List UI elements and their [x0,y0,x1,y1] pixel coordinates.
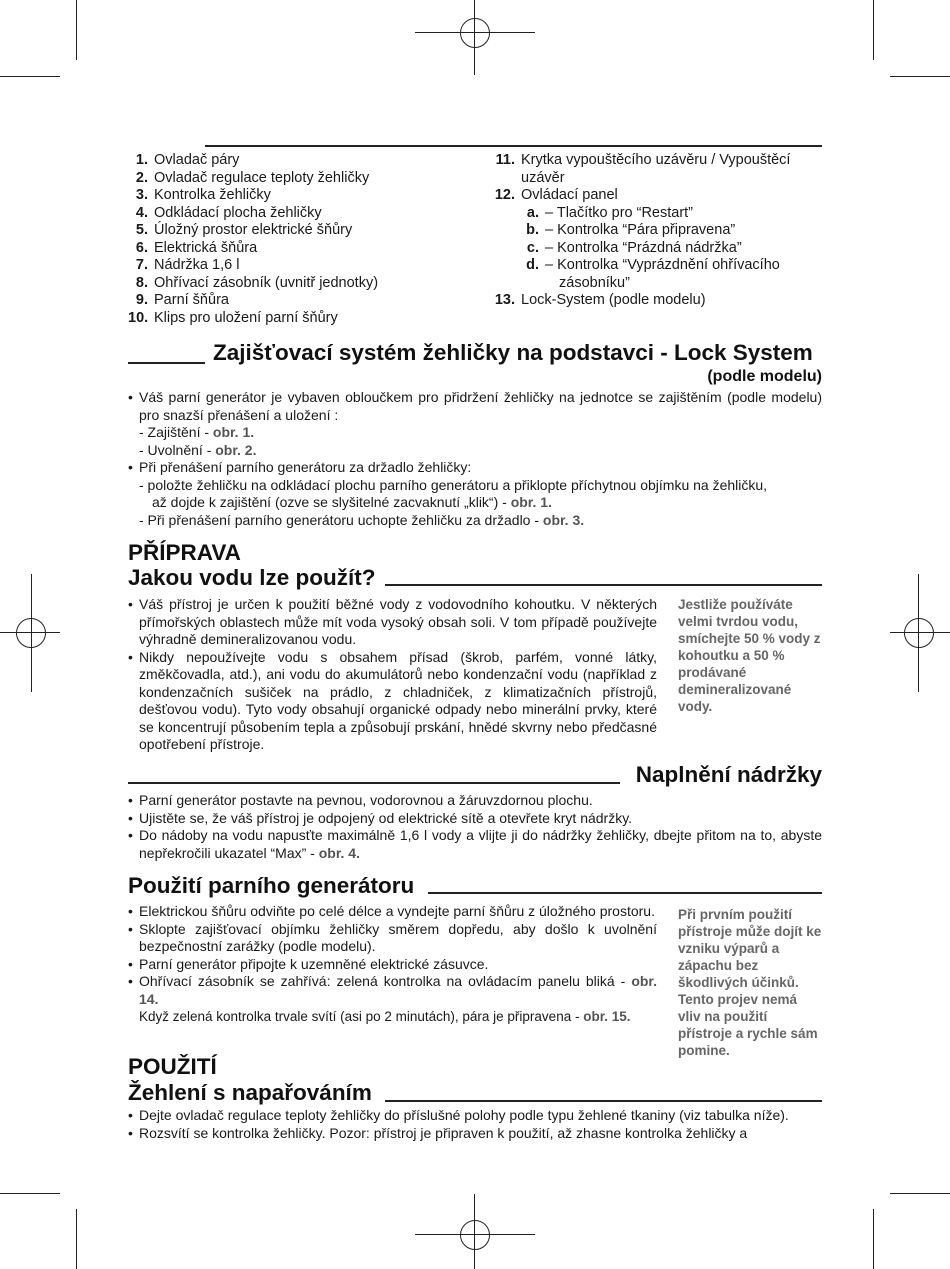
registration-mark [31,574,32,692]
list-item: • Ujistěte se, že váš přístroj je odpojený od elektrické sítě a otevřete kryt nádržky. [128,809,633,826]
crop-mark [76,0,77,60]
parts-item-label: Ovladač páry [154,152,240,168]
parts-list-left [128,152,468,327]
registration-mark [0,632,60,633]
section-title-pouziti: POUŽITÍ [128,1054,217,1079]
crop-mark [76,1209,77,1269]
registration-mark [415,32,535,33]
registration-mark [460,1220,490,1250]
section-subtitle-steam-ironing: Žehlení s napařováním [128,1080,372,1105]
parts-item: 12. Ovládací panel [494,187,618,203]
crop-mark [890,76,950,77]
fill-body [128,792,822,862]
heading-rule [428,892,822,894]
list-item: - položte žehličku na odkládací plochu parního generátoru a přiklopte příchytnou objímku na žehličku, [139,476,768,493]
parts-item-label: Nádržka 1,6 l [154,257,240,273]
section-title-usage: Použití parního generátoru [128,873,415,898]
parts-subitem: d. – Kontrolka “Vyprázdnění ohřívacího [526,257,780,273]
parts-item-label: Úložný prostor elektrické šňůry [154,222,353,238]
list-item: - Zajištění - obr. 1. [139,424,255,440]
list-item: • Při přenášení parního generátoru za držadlo žehličky: [128,459,472,475]
registration-mark [460,18,490,48]
parts-item: 5. Úložný prostor elektrické šňůry [135,222,353,238]
list-item: • Váš přístroj je určen k použití běžné vody z vodovodního kohoutku. V některých přímořských oblastech může mít voda vysoký obsah soli. V tom případě používejte výhradně demineralizovanou vodu. [128,596,657,647]
section-title-lock-system: Zajišťovací systém žehličky na podstavci - Lock System [213,340,813,365]
list-item: až dojde k zajištění (ozve se slyšitelné zacvaknutí „klik“) - obr. 1. [152,494,552,510]
usage-body [128,903,657,1026]
water-body [128,596,657,754]
registration-mark [890,632,950,633]
list-item: • Elektrickou šňůru odviňte po celé délce a vyndejte parní šňůru z úložného prostoru. [128,903,655,919]
parts-item-label: Krytka vypouštěcího uzávěru / Vypouštěcí uzávěr [521,152,791,186]
section-subtitle-lock-system: (podle modelu) [707,368,822,385]
crop-mark [0,76,60,77]
parts-item-label: Klips pro uložení parní šňůry [154,309,338,326]
heading-rule [128,782,620,784]
list-item: • Rozsvítí se kontrolka žehličky. Pozor: přístroj je připraven k použití, až zhasne kontrolka žehličky a [128,1124,748,1141]
registration-mark [415,1234,535,1235]
heading-rule [385,1100,822,1102]
parts-item: 9. Parní šňůra [135,292,229,308]
section-title-priprava: PŘÍPRAVA [128,540,241,565]
crop-mark [873,0,874,60]
parts-list-right [493,152,833,310]
parts-item: 2. Ovladač regulace teploty žehličky [135,169,370,186]
parts-subitem: b. – Kontrolka “Pára připravena” [526,222,736,238]
parts-item: 3. Kontrolka žehličky [135,187,271,203]
steam-ironing-body [128,1107,822,1142]
parts-subitem: c. – Kontrolka “Prázdná nádržka” [526,239,742,256]
parts-item-label: Ovladač regulace teploty žehličky [154,169,370,186]
list-item: • Sklopte zajišťovací objímku žehličky směrem dopředu, aby došlo k uvolnění bezpečnostní zarážky (podle modelu). [128,920,657,954]
heading-rule [385,584,822,586]
parts-item: 6. Elektrická šňůra [135,239,258,256]
top-rule [205,145,822,147]
list-item: - Uvolnění - obr. 2. [139,441,257,458]
section-subtitle-water: Jakou vodu lze použít? [128,565,376,590]
list-item: • Parní generátor postavte na pevnou, vodorovnou a žáruvzdornou plochu. [128,792,593,808]
section-title-fill: Naplnění nádržky [635,762,822,787]
side-note-usage: Při prvním použití přístroje může dojít ke vzniku výparů a zápachu bez škodlivých účinků. Tento projev nemá vliv na použití přístroje a rychle sám pomine. [678,907,822,1058]
list-item: • Ohřívací zásobník se zahřívá: zelená kontrolka na ovládacím panelu bliká - obr. 14. [128,973,657,1007]
parts-item-label: Parní šňůra [154,292,229,308]
parts-item-label: Elektrická šňůra [154,239,258,256]
parts-item: 4. Odkládací plocha žehličky [135,204,322,221]
parts-item: 1. Ovladač páry [135,152,240,168]
lock-system-body [128,389,822,529]
crop-mark [890,1193,950,1194]
list-item: • Dejte ovladač regulace teploty žehličky do příslušné polohy podle typu žehlené tkaniny (viz tabulka níže). [128,1107,789,1123]
crop-mark [0,1193,60,1194]
registration-mark [474,0,475,75]
list-item: • Váš parní generátor je vybaven obloučkem pro přidržení žehličky na jednotce se zajištěním (podle modelu) pro snazší přenášení a uložení : [128,389,822,423]
parts-item: 11. Krytka vypouštěcího uzávěru / Vypouštěcí uzávěr [495,152,791,186]
list-item: • Nikdy nepoužívejte vodu s obsahem přísad (škrob, parfém, vonné látky, změkčovadla, atd.), ani vodu do akumulátorů nebo kondenzační vodu (například z kondenzačních sušiček na prádlo, z chladniček, z klimatizačních přístrojů, dešťovou vodu). Tyto vody obsahují organické odpady nebo minerální prvky, které se koncentrují působením tepla a způsobují prskání, hnědé skvrny nebo předčasné opotřebení přístroje. [128,648,657,752]
parts-item: 8. Ohřívací zásobník (uvnitř jednotky) [135,274,379,291]
registration-mark [474,1194,475,1269]
parts-item: 13. Lock-System (podle modelu) [494,292,706,308]
parts-item-label: Kontrolka žehličky [154,187,271,203]
list-item: • Do nádoby na vodu napusťte maximálně 1,6 l vody a vlijte ji do nádržky žehličky, dbejte přitom na to, abyste nepřekročili ukazatel “Max” - obr. 4. [128,827,822,861]
list-item: • Parní generátor připojte k uzemněné elektrické zásuvce. [128,955,489,972]
parts-item: 7. Nádržka 1,6 l [135,257,240,273]
parts-item-label: Ohřívací zásobník (uvnitř jednotky) [154,274,379,291]
registration-mark [918,574,919,692]
parts-item-label: Odkládací plocha žehličky [154,204,322,221]
parts-subitem: a. – Tlačítko pro “Restart” [526,204,694,221]
parts-subitem: zásobníku” [559,274,630,291]
heading-rule [128,362,205,364]
crop-mark [873,1209,874,1269]
registration-mark [904,618,934,648]
list-item: - Při přenášení parního generátoru uchopte žehličku za držadlo - obr. 3. [139,511,585,528]
side-note-water: Jestliže používáte velmi tvrdou vodu, smíchejte 50 % vody z kohoutku a 50 % prodávané demineralizované vody. [678,597,821,714]
parts-item: 10. Klips pro uložení parní šňůry [128,309,338,326]
list-item: Když zelená kontrolka trvale svítí (asi po 2 minutách), pára je připravena - obr. 15. [139,1009,631,1024]
